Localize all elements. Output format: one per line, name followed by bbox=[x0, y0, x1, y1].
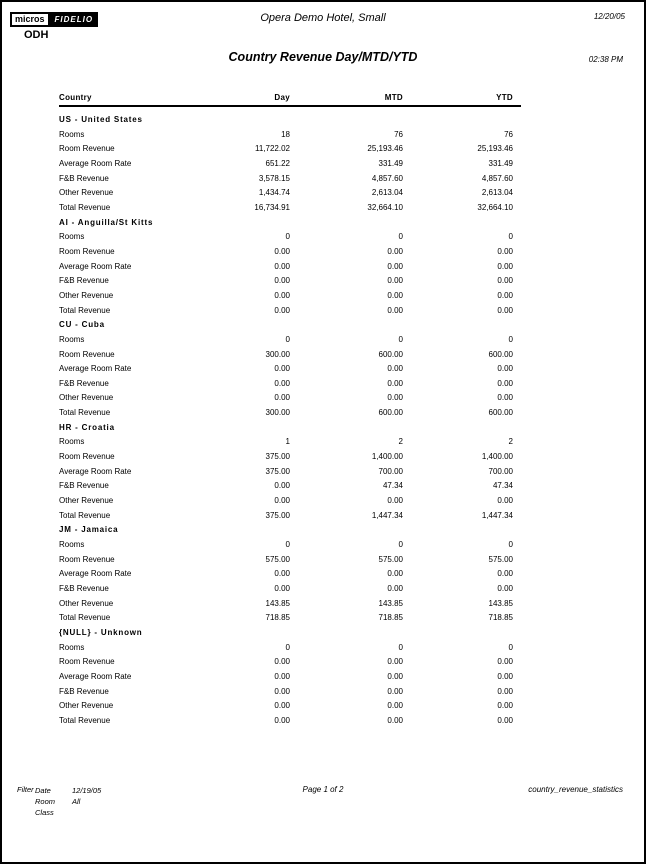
ytd-value: 0 bbox=[508, 642, 513, 652]
ytd-value: 0.00 bbox=[497, 569, 513, 579]
ytd-value: 0.00 bbox=[497, 364, 513, 374]
country-name: US - United States bbox=[59, 115, 143, 124]
day-value: 0.00 bbox=[274, 290, 290, 300]
mtd-value: 4,857.60 bbox=[371, 173, 403, 183]
column-header-country: Country bbox=[59, 93, 92, 102]
mtd-value: 718.85 bbox=[378, 613, 403, 623]
ytd-value: 1,447.34 bbox=[481, 510, 513, 520]
table-row bbox=[59, 304, 521, 319]
mtd-value: 0.00 bbox=[387, 276, 403, 286]
mtd-value: 32,664.10 bbox=[367, 202, 403, 212]
mtd-value: 0 bbox=[398, 334, 403, 344]
table-row bbox=[59, 172, 521, 187]
ytd-value: 0.00 bbox=[497, 686, 513, 696]
ytd-value: 575.00 bbox=[488, 554, 513, 564]
ytd-value: 2 bbox=[508, 437, 513, 447]
column-header-day: Day bbox=[274, 93, 290, 102]
row-label: Average Room Rate bbox=[59, 364, 132, 374]
table-row bbox=[59, 450, 521, 465]
mtd-value: 2,613.04 bbox=[371, 188, 403, 198]
section-header-row bbox=[59, 113, 521, 128]
table-row bbox=[59, 670, 521, 685]
table-row bbox=[59, 274, 521, 289]
row-label: Other Revenue bbox=[59, 598, 114, 608]
row-label: Total Revenue bbox=[59, 613, 111, 623]
country-name: JM - Jamaica bbox=[59, 525, 119, 535]
property-code: ODH bbox=[24, 29, 49, 41]
day-value: 651.22 bbox=[265, 158, 290, 168]
table-row bbox=[59, 186, 521, 201]
row-label: Average Room Rate bbox=[59, 158, 132, 168]
day-value: 575.00 bbox=[265, 554, 290, 564]
filter-date-label: Date bbox=[35, 786, 51, 795]
ytd-value: 0.00 bbox=[497, 305, 513, 315]
mtd-value: 0.00 bbox=[387, 364, 403, 374]
mtd-value: 0.00 bbox=[387, 584, 403, 593]
micros-logo-text: micros bbox=[10, 12, 50, 27]
mtd-value: 1,447.34 bbox=[371, 510, 403, 520]
ytd-value: 0.00 bbox=[497, 378, 513, 388]
row-label: F&B Revenue bbox=[59, 276, 109, 286]
day-value: 0.00 bbox=[274, 701, 290, 711]
table-row bbox=[59, 128, 521, 143]
mtd-value: 0 bbox=[398, 232, 403, 242]
mtd-value: 0.00 bbox=[387, 378, 403, 388]
mtd-value: 76 bbox=[394, 129, 403, 139]
mtd-value: 0.00 bbox=[387, 393, 403, 403]
ytd-value: 0.00 bbox=[497, 246, 513, 256]
table-row bbox=[59, 641, 521, 656]
table-row bbox=[59, 391, 521, 406]
ytd-value: 0.00 bbox=[497, 261, 513, 271]
country-name: {NULL} - Unknown bbox=[59, 627, 143, 637]
table-row bbox=[59, 157, 521, 172]
day-value: 0.00 bbox=[274, 496, 290, 506]
table-row bbox=[59, 699, 521, 714]
table-row bbox=[59, 230, 521, 245]
row-label: Rooms bbox=[59, 540, 85, 550]
table-row bbox=[59, 567, 521, 582]
section-header-row bbox=[59, 216, 521, 231]
day-value: 0.00 bbox=[274, 671, 290, 681]
mtd-value: 0.00 bbox=[387, 671, 403, 681]
ytd-value: 0.00 bbox=[497, 393, 513, 403]
day-value: 718.85 bbox=[265, 613, 290, 623]
mtd-value: 700.00 bbox=[378, 466, 403, 476]
mtd-value: 331.49 bbox=[378, 158, 403, 168]
mtd-value: 600.00 bbox=[378, 408, 403, 418]
row-label: Rooms bbox=[59, 232, 85, 242]
table-row bbox=[59, 142, 521, 157]
fidelio-logo-text: FIDELIO bbox=[49, 12, 99, 27]
ytd-value: 0.00 bbox=[497, 290, 513, 300]
row-label: Total Revenue bbox=[59, 202, 111, 212]
column-header-mtd: MTD bbox=[384, 93, 403, 102]
mtd-value: 0.00 bbox=[387, 246, 403, 256]
table-row bbox=[59, 553, 521, 568]
day-value: 0.00 bbox=[274, 276, 290, 286]
row-label: Total Revenue bbox=[59, 715, 111, 725]
table-row bbox=[59, 479, 521, 494]
row-label: Total Revenue bbox=[59, 510, 111, 520]
row-label: Room Revenue bbox=[59, 657, 115, 667]
day-value: 375.00 bbox=[265, 510, 290, 520]
mtd-value: 0.00 bbox=[387, 305, 403, 315]
table-row bbox=[59, 465, 521, 480]
day-value: 0.00 bbox=[274, 378, 290, 388]
row-label: Other Revenue bbox=[59, 188, 114, 198]
day-value: 375.00 bbox=[265, 452, 290, 462]
row-label: F&B Revenue bbox=[59, 173, 109, 183]
table-row bbox=[59, 655, 521, 670]
ytd-value: 1,400.00 bbox=[481, 452, 513, 462]
section-header-row bbox=[59, 421, 521, 436]
row-label: Other Revenue bbox=[59, 393, 114, 403]
row-label: Total Revenue bbox=[59, 408, 111, 418]
table-row bbox=[59, 582, 521, 597]
mtd-value: 0.00 bbox=[387, 569, 403, 579]
country-name: CU - Cuba bbox=[59, 320, 105, 330]
day-value: 0.00 bbox=[274, 657, 290, 667]
row-label: Average Room Rate bbox=[59, 466, 132, 476]
day-value: 0.00 bbox=[274, 246, 290, 256]
row-label: Rooms bbox=[59, 129, 85, 139]
row-label: Rooms bbox=[59, 334, 85, 344]
table-row bbox=[59, 245, 521, 260]
row-label: Room Revenue bbox=[59, 144, 115, 154]
ytd-value: 700.00 bbox=[488, 466, 513, 476]
table-header-row bbox=[59, 92, 521, 107]
row-label: F&B Revenue bbox=[59, 686, 109, 696]
mtd-value: 0.00 bbox=[387, 290, 403, 300]
row-label: Total Revenue bbox=[59, 305, 111, 315]
day-value: 11,722.02 bbox=[255, 144, 290, 154]
ytd-value: 0.00 bbox=[497, 584, 513, 593]
day-value: 0.00 bbox=[274, 584, 290, 593]
ytd-value: 0 bbox=[508, 540, 513, 550]
section-header-row bbox=[59, 626, 521, 641]
ytd-value: 2,613.04 bbox=[481, 188, 513, 198]
row-label: F&B Revenue bbox=[59, 378, 109, 388]
filter-room-class-label: Room Class bbox=[35, 797, 56, 817]
row-label: F&B Revenue bbox=[59, 481, 109, 491]
filter-room-class-value: All bbox=[72, 797, 81, 806]
day-value: 0 bbox=[285, 232, 290, 242]
mtd-value: 600.00 bbox=[378, 349, 403, 359]
ytd-value: 0 bbox=[508, 334, 513, 344]
ytd-value: 600.00 bbox=[488, 408, 513, 418]
day-value: 1,434.74 bbox=[258, 188, 290, 198]
table-row bbox=[59, 333, 521, 348]
day-value: 16,734.91 bbox=[254, 202, 290, 212]
mtd-value: 0.00 bbox=[387, 496, 403, 506]
hotel-name: Opera Demo Hotel, Small bbox=[260, 12, 386, 24]
mtd-value: 575.00 bbox=[378, 554, 403, 564]
day-value: 0.00 bbox=[274, 364, 290, 374]
section-header-row bbox=[59, 318, 521, 333]
row-label: Room Revenue bbox=[59, 349, 115, 359]
table-row bbox=[59, 406, 521, 421]
mtd-value: 0.00 bbox=[387, 657, 403, 667]
table-row bbox=[59, 260, 521, 275]
ytd-value: 0.00 bbox=[497, 715, 513, 725]
row-label: Other Revenue bbox=[59, 701, 114, 711]
day-value: 0 bbox=[285, 540, 290, 550]
table-row bbox=[59, 597, 521, 612]
ytd-value: 47.34 bbox=[492, 481, 513, 491]
day-value: 0.00 bbox=[274, 715, 290, 725]
day-value: 0.00 bbox=[274, 305, 290, 315]
table-row bbox=[59, 611, 521, 626]
table-row bbox=[59, 201, 521, 216]
report-title: Country Revenue Day/MTD/YTD bbox=[228, 50, 418, 64]
day-value: 300.00 bbox=[265, 408, 290, 418]
mtd-value: 0.00 bbox=[387, 686, 403, 696]
day-value: 0.00 bbox=[274, 261, 290, 271]
section-header-row bbox=[59, 523, 521, 538]
mtd-value: 143.85 bbox=[378, 598, 403, 608]
country-name: HR - Croatia bbox=[59, 422, 115, 432]
ytd-value: 0.00 bbox=[497, 701, 513, 711]
day-value: 0.00 bbox=[274, 393, 290, 403]
table-row bbox=[59, 714, 521, 729]
ytd-value: 0.00 bbox=[497, 657, 513, 667]
table-row bbox=[59, 538, 521, 553]
page-number: Page 1 of 2 bbox=[302, 785, 344, 794]
mtd-value: 0 bbox=[398, 540, 403, 550]
table-row bbox=[59, 377, 521, 392]
mtd-value: 0.00 bbox=[387, 715, 403, 725]
table-row bbox=[59, 362, 521, 377]
table-row bbox=[59, 509, 521, 524]
ytd-value: 331.49 bbox=[488, 158, 513, 168]
column-header-ytd: YTD bbox=[496, 93, 513, 102]
report-file-name: country_revenue_statistics bbox=[528, 785, 623, 794]
country-name: AI - Anguilla/St Kitts bbox=[59, 217, 154, 227]
ytd-value: 32,664.10 bbox=[477, 202, 513, 212]
row-label: Average Room Rate bbox=[59, 671, 132, 681]
mtd-value: 0.00 bbox=[387, 701, 403, 711]
mtd-value: 1,400.00 bbox=[371, 452, 403, 462]
mtd-value: 0 bbox=[398, 642, 403, 652]
row-label: Room Revenue bbox=[59, 246, 115, 256]
ytd-value: 76 bbox=[504, 129, 513, 139]
report-date: 12/20/05 bbox=[593, 12, 625, 21]
row-label: Rooms bbox=[59, 437, 85, 447]
mtd-value: 47.34 bbox=[382, 481, 403, 491]
day-value: 1 bbox=[285, 437, 290, 447]
table-row bbox=[59, 685, 521, 700]
ytd-value: 0 bbox=[508, 232, 513, 242]
filter-date-value: 12/19/05 bbox=[72, 786, 102, 795]
day-value: 0.00 bbox=[274, 569, 290, 579]
day-value: 300.00 bbox=[265, 349, 290, 359]
report-time: 02:38 PM bbox=[588, 55, 623, 64]
day-value: 3,578.15 bbox=[258, 173, 290, 183]
mtd-value: 2 bbox=[398, 437, 403, 447]
row-label: Average Room Rate bbox=[59, 261, 132, 271]
ytd-value: 0.00 bbox=[497, 276, 513, 286]
day-value: 0.00 bbox=[274, 481, 290, 491]
day-value: 0 bbox=[285, 334, 290, 344]
row-label: Rooms bbox=[59, 642, 85, 652]
table-row bbox=[59, 494, 521, 509]
row-label: Average Room Rate bbox=[59, 569, 132, 579]
ytd-value: 0.00 bbox=[497, 496, 513, 506]
filter-label: Filter bbox=[17, 785, 34, 794]
day-value: 0.00 bbox=[274, 686, 290, 696]
table-body bbox=[59, 107, 521, 729]
ytd-value: 600.00 bbox=[488, 349, 513, 359]
ytd-value: 718.85 bbox=[488, 613, 513, 623]
mtd-value: 0.00 bbox=[387, 261, 403, 271]
ytd-value: 0.00 bbox=[497, 671, 513, 681]
row-label: Other Revenue bbox=[59, 496, 114, 506]
ytd-value: 25,193.46 bbox=[477, 144, 513, 154]
table-row bbox=[59, 435, 521, 450]
ytd-value: 143.85 bbox=[488, 598, 513, 608]
row-label: Room Revenue bbox=[59, 554, 115, 564]
row-label: F&B Revenue bbox=[59, 584, 109, 593]
table-row bbox=[59, 348, 521, 363]
row-label: Room Revenue bbox=[59, 452, 115, 462]
day-value: 18 bbox=[281, 129, 290, 139]
day-value: 0 bbox=[285, 642, 290, 652]
ytd-value: 4,857.60 bbox=[481, 173, 513, 183]
country-revenue-table bbox=[59, 92, 521, 729]
mtd-value: 25,193.46 bbox=[367, 144, 403, 154]
day-value: 375.00 bbox=[265, 466, 290, 476]
table-row bbox=[59, 289, 521, 304]
day-value: 143.85 bbox=[265, 598, 290, 608]
row-label: Other Revenue bbox=[59, 290, 114, 300]
